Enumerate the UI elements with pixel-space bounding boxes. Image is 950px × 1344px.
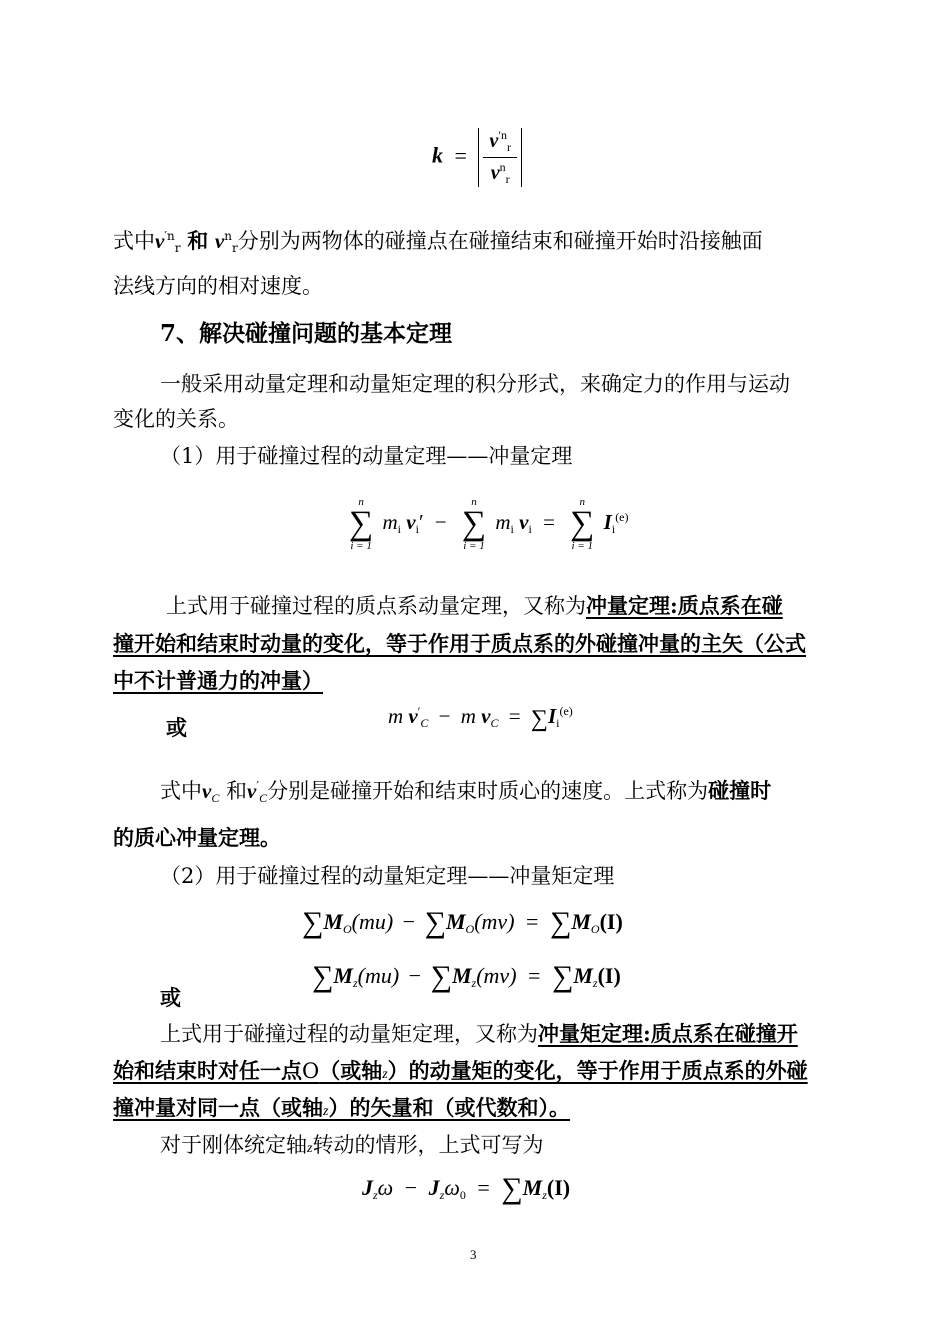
- rigid-arg: (I): [546, 1175, 571, 1200]
- paragraph-center-of-mass-line2: 的质心冲量定理。: [113, 825, 281, 850]
- formula-k-lhs: k: [432, 142, 443, 168]
- mom2-minus: −: [408, 963, 422, 988]
- sum-symbol-3: n ∑ i = 1: [570, 496, 595, 552]
- formula-k-den-sub: r: [505, 172, 510, 186]
- impulse-minus: −: [434, 509, 447, 534]
- p6-text-b: 转动的情形，上式可写为: [312, 1133, 544, 1157]
- paragraph-restitution-def: [113, 224, 763, 260]
- p5-b2a: 始和结束时对任一点: [113, 1058, 302, 1083]
- p4-v1: v: [202, 779, 212, 803]
- rigid-eq: =: [477, 1175, 490, 1200]
- p5-b2b: （或轴: [319, 1058, 383, 1083]
- impulse-v2: v: [519, 509, 529, 534]
- cm-v1: v: [408, 704, 418, 728]
- mom2-sub-2: z: [471, 976, 477, 990]
- cm-m2: m: [460, 704, 476, 728]
- p4-text-a: 式中: [160, 779, 202, 803]
- p4-rest: 分别是碰撞开始和结束时质心的速度。上式称为: [267, 779, 709, 803]
- paragraph-center-of-mass: [160, 774, 771, 810]
- mom2-arg-3: (I): [597, 963, 621, 988]
- mom1-sub-2: O: [465, 922, 475, 936]
- rigid-omega0: ω: [444, 1175, 460, 1200]
- p1-v1: v: [155, 229, 165, 253]
- paragraph-impulse-theorem-line2: 撞开始和结束时动量的变化，等于作用于质点系的外碰撞冲量的主矢（公式: [113, 631, 806, 656]
- mom2-M-1: M: [333, 963, 353, 988]
- p3-intro: 上式用于碰撞过程的质点系动量定理，又称为: [166, 594, 586, 618]
- p4-v2-sub: C: [259, 791, 268, 805]
- p4-bold-1: 碰撞时: [708, 778, 772, 803]
- mom2-sum-3: ∑: [551, 960, 574, 993]
- impulse-m1: m: [382, 509, 398, 534]
- p1-v2: v: [214, 229, 225, 253]
- mom2-M-3: M: [573, 963, 593, 988]
- mom1-sub-3: O: [590, 922, 600, 936]
- subheading-impulse-theorem: （1）用于碰撞过程的动量定理——冲量定理: [160, 444, 573, 468]
- paragraph-general-method: 一般采用动量定理和动量矩定理的积分形式，来确定力的作用与运动: [160, 372, 790, 396]
- sum-symbol-2: n ∑ i = 1: [461, 496, 487, 552]
- p5-b3b: ）的矢量和（或代数和）。: [328, 1095, 570, 1120]
- page-number: 3: [470, 1247, 477, 1262]
- rigid-omega0-sub: 0: [459, 1188, 466, 1202]
- mom1-M-2: M: [445, 909, 466, 934]
- cm-v2: v: [481, 704, 491, 728]
- formula-k-den: v: [490, 162, 500, 184]
- mom2-eq: =: [528, 963, 541, 988]
- paragraph-general-method-line2: 变化的关系。: [113, 407, 239, 431]
- p5-b3a: 撞冲量对同一点（或轴: [113, 1095, 323, 1120]
- formula-rigid-body: [362, 1172, 570, 1206]
- p5-b2c: ）的动量矩的变化，等于作用于质点系的外碰: [387, 1058, 808, 1083]
- rigid-omega: ω: [377, 1175, 394, 1200]
- rigid-M-sub: z: [542, 1188, 547, 1202]
- impulse-v1-sub: i: [415, 521, 419, 536]
- impulse-I-sub: i: [611, 521, 616, 536]
- p5-intro: 上式用于碰撞过程的动量矩定理，又称为: [160, 1022, 538, 1046]
- rigid-minus: −: [404, 1175, 418, 1200]
- mom1-M-1: M: [323, 909, 343, 934]
- impulse-m2-sub: i: [510, 521, 514, 536]
- mom1-sum-3: ∑: [549, 906, 572, 939]
- rigid-J-2: J: [428, 1175, 440, 1200]
- rigid-J-1: J: [362, 1175, 373, 1200]
- mom2-sum-2: ∑: [430, 960, 452, 993]
- p6-axis-z: z: [307, 1141, 313, 1156]
- paragraph-impulse-theorem: [166, 594, 783, 618]
- or-label-2: 或: [160, 985, 181, 1010]
- mom2-M-2: M: [451, 963, 472, 988]
- cm-I-sub: i: [556, 716, 560, 730]
- paragraph-moment-theorem-line2: [113, 1059, 808, 1087]
- subheading-moment-theorem: （2）用于碰撞过程的动量矩定理——冲量矩定理: [160, 864, 615, 888]
- impulse-I: I: [603, 509, 612, 534]
- mom1-sub-1: O: [342, 922, 352, 936]
- mom1-M-3: M: [571, 909, 591, 934]
- impulse-m1-sub: i: [397, 521, 402, 536]
- paragraph-moment-theorem-line3: [113, 1096, 570, 1124]
- p5-bold-1: 冲量矩定理:质点系在碰撞开: [538, 1021, 798, 1046]
- p4-v2-prime: ′: [256, 779, 260, 793]
- mom2-sub-3: z: [592, 976, 598, 990]
- p1-text-a: 式中: [113, 229, 155, 253]
- mom1-sum-1: ∑: [302, 906, 324, 939]
- p5-axis-z-2: z: [323, 1104, 329, 1119]
- mom2-sum-1: ∑: [312, 960, 334, 993]
- p6-text-a: 对于刚体统定轴: [160, 1133, 307, 1157]
- p1-text-rest: 分别为两物体的碰撞点在碰撞结束和碰撞开始时沿接触面: [237, 229, 763, 253]
- cm-m1: m: [388, 704, 404, 728]
- rigid-sum: ∑: [501, 1172, 523, 1205]
- rigid-J-sub-1: z: [373, 1188, 378, 1202]
- cm-I: I: [547, 704, 557, 728]
- paragraph-rigid-body: [160, 1133, 543, 1161]
- formula-center-of-mass: [388, 704, 573, 733]
- cm-sum: ∑: [530, 706, 548, 732]
- section-heading-7: 7、解决碰撞问题的基本定理: [160, 320, 453, 347]
- formula-k-fraction: [483, 128, 517, 187]
- p5-point-O: O: [302, 1059, 320, 1083]
- mom1-arg-1: (mu): [351, 909, 394, 934]
- impulse-eq: =: [543, 509, 555, 534]
- mom2-arg-1: (mu): [357, 963, 400, 988]
- mom2-arg-2: (mv): [476, 963, 517, 988]
- cm-prime: ′: [417, 704, 421, 718]
- mom1-arg-3: (I): [599, 909, 623, 934]
- paragraph-moment-theorem: [160, 1022, 798, 1046]
- impulse-v1-prime: ′: [418, 509, 424, 534]
- formula-restitution: [432, 128, 522, 187]
- formula-moment-point: [302, 906, 623, 940]
- formula-impulse-theorem: [345, 496, 629, 552]
- cm-minus: −: [438, 704, 451, 728]
- p4-v2: v: [247, 779, 257, 803]
- p4-v1-sub: C: [211, 791, 220, 805]
- formula-k-eq: =: [454, 142, 467, 168]
- formula-k-den-sup: n: [499, 160, 506, 174]
- formula-k-num-sup: ′n: [498, 128, 507, 142]
- or-label-1: 或: [166, 715, 187, 740]
- p1-v2-sub: r: [231, 241, 238, 255]
- cm-v2-sub: C: [490, 716, 499, 730]
- formula-k-abs: [478, 128, 522, 187]
- impulse-v2-sub: i: [528, 521, 532, 536]
- p3-bold-1: 冲量定理:质点系在碰: [586, 593, 783, 618]
- rigid-J-sub-2: z: [439, 1188, 445, 1202]
- p1-and: 和: [187, 228, 209, 253]
- mom1-eq: =: [526, 909, 539, 934]
- mom1-sum-2: ∑: [424, 906, 446, 939]
- formula-k-num-sub: r: [506, 140, 511, 154]
- paragraph-impulse-theorem-line3: 中不计普通力的冲量）: [113, 668, 323, 693]
- p1-v1-sub: r: [174, 241, 181, 255]
- paragraph-restitution-def-line2: 法线方向的相对速度。: [113, 274, 323, 298]
- p4-and: 和: [226, 779, 248, 803]
- rigid-M: M: [522, 1175, 543, 1200]
- p1-v2-sup: n: [224, 229, 232, 243]
- cm-eq: =: [508, 704, 521, 728]
- p1-v1-sup: ′n: [164, 229, 175, 243]
- cm-v1-sub: C: [420, 716, 429, 730]
- cm-I-sup: (e): [559, 704, 573, 718]
- mom2-sub-1: z: [352, 976, 358, 990]
- impulse-v1: v: [406, 509, 416, 534]
- formula-k-num: v: [489, 130, 499, 152]
- impulse-I-sup: (e): [615, 509, 629, 524]
- sum-symbol-1: n ∑ i = 1: [349, 496, 374, 552]
- impulse-m2: m: [495, 509, 511, 534]
- mom1-minus: −: [402, 909, 416, 934]
- p5-axis-z-1: z: [382, 1067, 388, 1082]
- mom1-arg-2: (mv): [474, 909, 515, 934]
- formula-moment-axis: [312, 960, 621, 994]
